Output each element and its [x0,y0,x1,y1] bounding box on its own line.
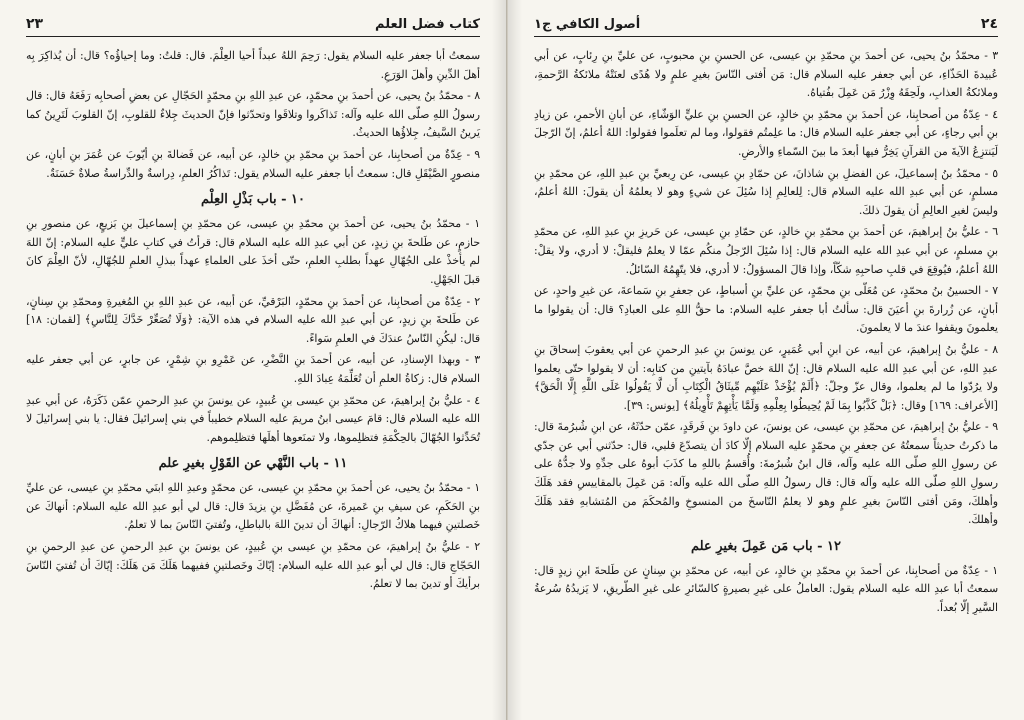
gutter-shadow [508,0,522,720]
hadith-paragraph: ٩ - عِدّةٌ من أصحابِنا، عن أحمدَ بنِ محمّدِ بنِ خالدٍ، عن أبيه، عن فَضالةَ بنِ أيّوبَ عن عُمَرَ بنِ أبانٍ، عن منصورٍ الصَّيْقَلِ قال: سمعتُ أبا جعفر عليه السلام يقول: تَذاكُرُ العلمِ، دِراسةٌ والدِّراسةُ صلاةٌ حَسَنَةٌ. [26,147,480,180]
hadith-paragraph: ٢ - عِدّةٌ من أصحابِنا، عن أحمدَ بنِ محمّدٍ، البَرْقيِّ، عن أبيه، عن عبدِ اللهِ بنِ المُغيرةِ ومحمّدِ بنِ سِنانٍ، عن طَلحةَ بنِ زيدٍ، عن أبي عبدِ الله عليه السلام في هذه الآية: ﴿وَلَا تُصَعِّرْ خَدَّكَ لِلنَّاسِ﴾ [لقمان: ١٨] قال: ليكُنِ النّاسُ عندَكَ في العلمِ سَواءً. [26,294,480,345]
hadith-paragraph: ١ - عِدّةٌ من أصحابِنا، عن أحمدَ بنِ محمّدِ بنِ خالدٍ، عن أبيه، عن محمّدِ بنِ سِنانٍ عن طَلحةَ ابنِ زيدٍ قال: سمعتُ أبا عبدِ الله عليه السلام يقول: العاملُ على غيرِ بصيرةٍ كالسّائرِ على غيرِ الطّريقِ، لا يَزيدُهُ سُرعةُ السَّيرِ إلّا بُعداً. [534,563,998,615]
page-number: ٢٣ [26,16,44,32]
left-page-body [26,47,480,594]
running-title: كتاب فضل العلم [375,17,480,32]
hadith-paragraph: ٧ - الحسينُ بنُ محمّدٍ، عن مُعَلّى بنِ محمّدٍ، عن عليِّ بنِ أسباطٍ، عن جعفرِ بنِ سَماعةَ، عن غيرِ واحدٍ، عن أبانٍ، عن زُرارةَ بنِ أعيَنَ قال: سألتُ أبا جعفر عليه السلام: ما حقُّ اللهِ على العبادِ؟ قال: أن يقولوا ما يعلمونَ ويقفوا عندَ ما لا يعلمونَ. [534,284,998,335]
right-page-header [534,16,998,37]
hadith-paragraph: ٦ - عليُّ بنُ إبراهيمَ، عن أحمدَ بنِ محمّدِ بنِ خالدٍ، عن حمّادِ بنِ عيسى، عن حَريزِ بنِ عبدِ اللهِ، عن محمّدِ بنِ مسلمٍ، عن أبي عبدِ الله عليه السلام قال: إذا سُئِلَ الرّجلُ منكُم عمّا لا يعلمُ فليقلْ: لا أدري، ولا يقلْ: اللهُ أعلمُ، فيُوقِعَ في قلبِ صاحبِهِ شكّاً، وإذا قالَ المسؤولُ: لا أدري، فلا يتّهِمُهُ السّائلُ. [534,225,998,276]
section-heading: ١٢ - باب مَن عَمِلَ بغيرِ علم [690,538,841,554]
hadith-paragraph: ١ - محمّدُ بنُ يحيى، عن أحمدَ بنِ محمّدِ بنِ عيسى، عن محمّدٍ وعبدِ اللهِ ابنَي محمّدِ بنِ عيسى، عن عليِّ بنِ الحَكَمِ، عن سيفِ بنِ عَميرةَ، عن مُفَضَّلِ بنِ يزيدَ قال: قال لي أبو عبدِ الله عليه السلام: أنهاكَ عن خَصلتينِ فيهما هلاكُ الرّجالِ: أنهاكَ أن تدينَ اللهَ بالباطلِ، وتُفتيَ النّاسَ بما لا تعلمُ. [26,481,480,532]
right-page-body [534,47,998,618]
hadith-paragraph: ٨ - عليُّ بنُ إبراهيمَ، عن أبيه، عن ابنِ أبي عُمَيرٍ، عن يونسَ بنِ عبدِ الرحمنِ عن أبي يعقوبَ إسحاقَ بنِ عبدِ اللهِ، عن أبي عبدِ الله عليه السلام قال: إنّ اللهَ خصَّ عبادَهُ بآيتينِ من كتابِه: أن لا يقولوا حتّى يعلموا ولا يرُدّوا ما لم يعلموا، وقال عزّ وجلّ: ﴿أَلَمْ يُؤْخَذْ عَلَيْهِم مِّيثَاقُ الْكِتَابِ أَن لَّا يَقُولُوا عَلَى اللَّهِ إِلَّا الْحَقَّ﴾ [الأعراف: ١٦٩] وقال: ﴿بَلْ كَذَّبُوا بِمَا لَمْ يُحِيطُوا بِعِلْمِهِ وَلَمَّا يَأْتِهِمْ تَأْوِيلُهُ﴾ [يونس: ٣٩]. [534,342,998,412]
hadith-paragraph: ٣ - محمّدُ بنُ يحيى، عن أحمدَ بنِ محمّدِ بنِ عيسى، عن الحسنِ بنِ محبوبٍ، عن عليِّ بنِ رِئابٍ، عن أبي عُبيدةَ الحَذّاءِ، عن أبي جعفر عليه السلام قال: مَن أفتى النّاسَ بغيرِ علمٍ ولا هُدًى لعنَتْهُ ملائكةُ الرَّحمةِ، وملائكةُ العذابِ، ولَحِقَهُ وِزْرُ مَن عَمِلَ بفُتياهُ. [534,49,998,100]
right-page [507,0,1024,720]
gutter-shadow [492,0,506,720]
left-page [0,0,507,720]
hadith-paragraph: ٩ - عليُّ بنُ إبراهيمَ، عن محمّدِ بنِ عيسى، عن يونسَ، عن داودَ بنِ فَرقَدٍ، عمّن حدّثَهُ، عن ابنِ شُبرُمةَ قال: ما ذكرتُ حديثاً سمعتُهُ عن جعفرِ بنِ محمّدٍ عليه السلام إلّا كادَ أن يتصدّعَ قلبي، قال: حدّثني أبي عن جدّي عن رسولِ اللهِ صلّى الله عليه وآله، قال ابنُ شُبرُمةَ: وأُقسمُ باللهِ ما كذَبَ أبوهُ على جدِّهِ ولا جدُّهُ على رسولِ اللهِ صلّى الله عليه وآله قال: قال رسولُ اللهِ صلّى الله عليه وآله: مَن عَمِلَ بالمقاييسِ فقد هَلَكَ وأهلكَ، ومَن أفتى النّاسَ بغيرِ علمٍ وهو لا يعلمُ النّاسخَ من المنسوخِ والمُحكَمَ من المُتشابهِ فقد هَلَكَ وأهلكَ. [534,420,998,527]
hadith-paragraph: ١ - محمّدُ بنُ يحيى، عن أحمدَ بنِ محمّدِ بنِ عيسى، عن محمّدِ بنِ إسماعيلَ بنِ بَزيعٍ، عن منصورِ بنِ حازمٍ، عن طَلحةَ بنِ زيدٍ، عن أبي عبدِ الله عليه السلام قال: قرأتُ في كتابِ عليٍّ عليه السلام: إنّ اللهَ لم يأخذْ على الجُهّالِ عهداً بطلبِ العلمِ، حتّى أخذَ على العلماءِ عهداً ببذلِ العلمِ للجُهّالِ، لأنّ العِلْمَ كانَ قبلَ الجَهْلِ. [26,217,480,286]
hadith-paragraph: ٤ - عِدّةٌ من أصحابِنا، عن أحمدَ بنِ محمّدِ بنِ خالدٍ، عن الحسنِ بنِ عليٍّ الوَشّاءِ، عن أبانِ الأحمرِ، عن زيادِ بنِ أبي رجاءٍ، عن أبي جعفر عليه السلام قال: ما علِمتُم فقولوا، وما لم تعلَموا فقولوا: اللهُ أعلمُ، إنّ الرّجلَ لَيَنتزِعُ الآيةَ من القرآنِ يَخِرُّ فيها أبعدَ ما بينَ السّماءِ والأرضِ. [534,107,998,158]
hadith-paragraph: ٣ - وبهذا الإسنادِ، عن أبيه، عن أحمدَ بنِ النَّضْرِ، عن عَمْرِو بنِ شِمْرٍ، عن جابرٍ، عن أبي جعفر عليه السلام قال: زكاةُ العلمِ أن تُعَلِّمَهُ عِبادَ اللهِ. [26,353,480,385]
section-heading: ١١ - باب النَّهْي عن القَوْلِ بغيرِ علم [158,456,348,472]
left-page-header [26,16,480,37]
section-heading: ١٠ - باب بَذْلِ العِلْم [201,192,305,208]
running-title: أصول الكافي ج١ [534,17,641,32]
page-number: ٢٤ [980,16,998,32]
hadith-paragraph: ٨ - محمّدُ بنُ يحيى، عن أحمدَ بنِ محمّدٍ، عن عبدِ اللهِ بنِ محمّدٍ الحَجّالِ عن بعضِ أصحابِه رَفَعَهُ قال: قال رسولُ اللهِ صلّى الله عليه وآله: تَذاكَروا وتلاقَوا وتحدّثوا فإنّ الحديثَ جِلاءٌ للقلوبِ، إنّ القلوبَ لَتَرِينُ كما يَرينُ السَّيفُ، جِلاؤُها الحديثُ. [26,89,480,140]
hadith-paragraph: ٥ - محمّدُ بنُ إسماعيلَ، عن الفضلِ بنِ شاذانَ، عن حمّادِ بنِ عيسى، عن رِبعيِّ بنِ عبدِ اللهِ، عن محمّدِ بنِ مسلمٍ، عن أبي عبدِ الله عليه السلام قال: لِلعالِمِ إذا سُئِلَ عن شيءٍ وهو لا يعلمُهُ أن يقولَ: اللهُ أعلمُ، وليسَ لغيرِ العالِمِ أن يقولَ ذلكَ. [534,166,998,217]
hadith-paragraph: سمعتُ أبا جعفر عليه السلام يقول: رَحِمَ اللهُ عبداً أحيا العِلْمَ. قال: قلتُ: وما إحياؤُه؟ قال: أن يُذاكِرَ بِه أهلَ الدِّينِ وأهلَ الوَرَعِ. [26,49,480,81]
hadith-paragraph: ٤ - عليُّ بنُ إبراهيمَ، عن محمّدِ بنِ عيسى بنِ عُبيدٍ، عن يونسَ بنِ عبدِ الرحمنِ عمّن ذَكَرَهُ، عن أبي عبدِ الله عليه السلام قال: قامَ عيسى ابنُ مريمَ عليه السلام خطيباً في بني إسرائيلَ فقال: يا بني إسرائيلَ لا تُحَدِّثوا الجُهّالَ بالحِكْمَةِ فتظلِموها، ولا تمنَعوها أهلَها فتظلِموهم. [26,393,480,444]
hadith-paragraph: ٢ - عليُّ بنُ إبراهيمَ، عن محمّدِ بنِ عيسى بنِ عُبيدٍ، عن يونسَ بنِ عبدِ الرحمنِ عن عبدِ الرحمنِ بنِ الحَجّاجِ قال: قال لي أبو عبدِ الله عليه السلام: إيّاكَ وخَصلتينِ ففيهما هَلَكَ مَن هَلَكَ: إيّاكَ أن تُفتيَ النّاسَ برأيكَ أو تدينَ بما لا تعلمُ. [26,540,480,591]
